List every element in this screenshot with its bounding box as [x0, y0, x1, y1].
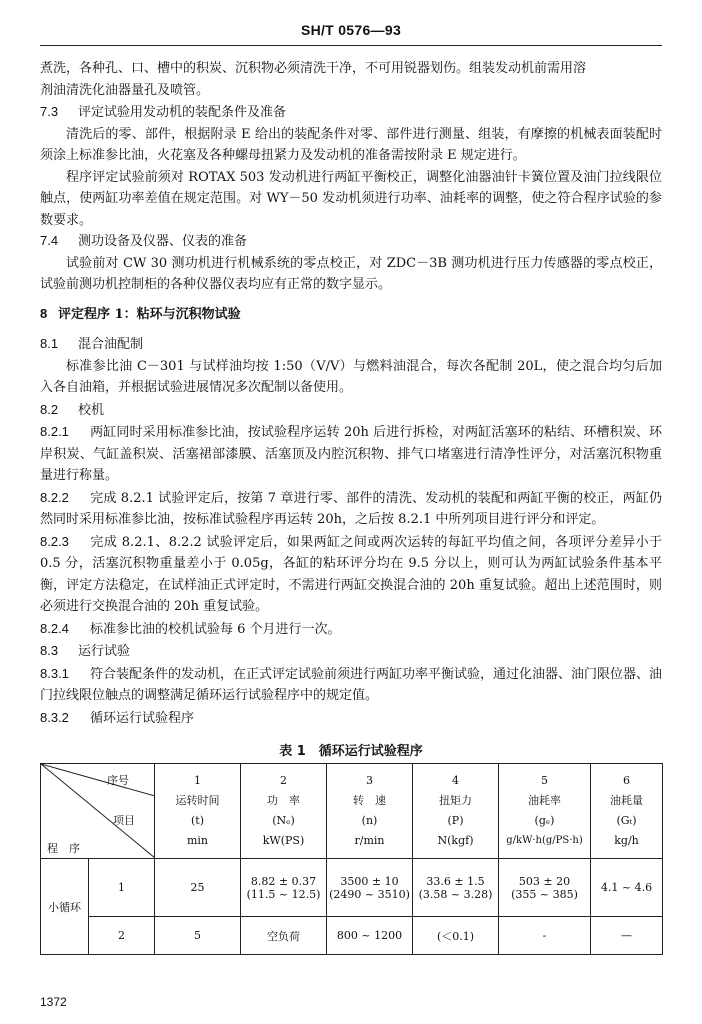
torque-value: 33.6 ± 1.5	[426, 874, 485, 888]
column-unit: r/min	[354, 834, 385, 847]
section-heading	[40, 399, 662, 422]
paragraph: 试验前对 CW 30 测功机进行机械系统的零点校正，对 ZDC－3B 测功机进行压力传感器的零点校正，试验前测功机控制柜的各种仪器仪表均应有正常的数字显示。	[40, 255, 662, 292]
clause-number: 8.2.4	[40, 620, 69, 636]
chapter-number: 8	[40, 306, 48, 321]
section-heading	[40, 230, 662, 253]
paragraph: 程序评定试验前须对 ROTAX 503 发动机进行两缸平衡校正，调整化油器油针卡簧位置及油门拉线限位触点，使两缸功率差值在规定范围。对 WY－50 发动机须进行功率、油耗率的调整，使之符合程序试验的参数要求。	[40, 169, 662, 228]
column-symbol: (gₑ)	[534, 814, 555, 827]
column-symbol: (Nₑ)	[272, 814, 295, 827]
column-name: 油耗量	[610, 794, 643, 807]
clause-number: 8.2.2	[40, 489, 69, 505]
column-header-fuel-rate	[499, 764, 591, 859]
corner-seq-label: 序号	[107, 774, 129, 787]
column-name: 油耗率	[528, 794, 561, 807]
torque-cell: (＜0.1)	[413, 917, 499, 955]
cycle-program-table	[40, 763, 663, 955]
paragraph: 清洗后的零、部件，根据附录 E 给出的装配条件对零、部件进行测量、组装，有摩擦的机械表面装配时须涂上标准参比油，火花塞及各种螺母扭紧力及发动机的准备需按附录 E 规定进行。	[40, 126, 662, 163]
section-title: 混合油配制	[78, 337, 144, 352]
section-number: 8.3	[40, 643, 59, 658]
clause-number: 8.3.2	[40, 709, 69, 725]
page-number: 1372	[40, 995, 67, 1009]
power-cell: 空负荷	[241, 917, 327, 955]
table-row	[41, 917, 663, 955]
column-number: 5	[541, 774, 548, 787]
clause-8-2-3	[40, 531, 662, 618]
column-header-power	[241, 764, 327, 859]
fuel-rate-cell	[499, 859, 591, 917]
power-range: (11.5 ~ 12.5)	[246, 887, 321, 901]
speed-range: (2490 ~ 3510)	[329, 887, 410, 901]
corner-program-label: 程 序	[47, 842, 80, 855]
section-heading	[40, 101, 662, 124]
column-name: 扭矩力	[439, 794, 472, 807]
section-heading	[40, 640, 662, 663]
speed-cell: 800 ~ 1200	[327, 917, 413, 955]
clause-text: 完成 8.2.1 试验评定后，按第 7 章进行零、部件的清洗、发动机的装配和两缸平衡的校正，两缸仍然同时采用标准参比油，按标准试验程序再运转 20h，之后按 8.2.1 中所列项目进行评分和评定。	[40, 490, 662, 527]
column-name: 转 速	[353, 794, 386, 807]
chapter-heading	[40, 303, 662, 326]
torque-range: (3.58 ~ 3.28)	[418, 887, 493, 901]
fuel-rate-range: (355 ~ 385)	[511, 887, 578, 901]
clause-8-3-1	[40, 663, 662, 707]
column-unit: g/kW·h(g/PS·h)	[506, 835, 583, 846]
column-header-time	[155, 764, 241, 859]
clause-text: 完成 8.2.1、8.2.2 试验评定后，如果两缸之间或两次运转的每缸平均值之间，各项评分差异小于 0.5 分，活塞沉积物重量差小于 0.05g，各缸的粘环评分均在 9.5 分以上，则可认为两缸试验条件基本平衡，评定方法稳定，在试样油正式评定时，不需进行两缸交换混合油的 20h 重复试验。超出上述范围时，则必须进行交换混合油的 20h 重复试验。	[40, 534, 662, 614]
header-rule	[40, 45, 662, 46]
section-title: 评定试验用发动机的装配条件及准备	[78, 105, 287, 120]
column-name: 运转时间	[175, 794, 220, 807]
clause-text: 两缸同时采用标准参比油，按试验程序运转 20h 后进行拆检，对两缸活塞环的粘结、环槽积炭、环岸积炭、气缸盖积炭、活塞裙部漆膜、活塞顶及内腔沉积物、排气口堵塞进行清净性评分，对活塞沉积物重量进行称量。	[40, 425, 662, 483]
table-row	[41, 859, 663, 917]
clause-text: 符合装配条件的发动机，在正式评定试验前须进行两缸功率平衡试验，通过化油器、油门限位器、油门拉线限位触点的调整满足循环运行试验程序中的规定值。	[40, 666, 663, 703]
chapter-title: 评定程序 1：粘环与沉积物试验	[58, 307, 241, 322]
table-title: 表 1 循环运行试验程序	[279, 744, 423, 759]
clause-8-2-1	[40, 421, 662, 487]
section-number: 7.4	[40, 233, 59, 248]
column-unit: kW(PS)	[262, 834, 305, 847]
section-number: 8.2	[40, 401, 59, 417]
section-number: 8.1	[40, 336, 59, 351]
fuel-consumption-cell: —	[591, 917, 663, 955]
clause-8-2-2	[40, 487, 662, 531]
continuation-line-2: 剂油清洗化油器量孔及喷管。	[40, 82, 210, 98]
column-header-torque	[413, 764, 499, 859]
time-cell: 5	[155, 917, 241, 955]
continuation-line-1: 煮洗，各种孔、口、槽中的积炭、沉积物必须清洗干净，不可用锐器划伤。组装发动机前需用溶	[40, 61, 587, 76]
clause-text: 标准参比油的校机试验每 6 个月进行一次。	[90, 621, 341, 637]
column-unit: min	[186, 834, 209, 847]
column-number: 1	[194, 774, 201, 787]
column-symbol: (t)	[190, 814, 204, 827]
step-cell: 2	[89, 917, 155, 955]
column-unit: kg/h	[614, 834, 639, 847]
column-number: 4	[452, 774, 459, 787]
column-number: 2	[280, 774, 287, 787]
clause-text: 循环运行试验程序	[90, 710, 195, 726]
paragraph: 标准参比油 C－301 与试样油均按 1:50（V/V）与燃料油混合，每次各配制 20L，使之混合均匀后加入各自油箱，并根据试验进展情况多次配制以备使用。	[40, 358, 662, 395]
column-header-fuel-consumption	[591, 764, 663, 859]
speed-value: 3500 ± 10	[340, 874, 399, 888]
fuel-consumption-cell: 4.1 ~ 4.6	[591, 859, 663, 917]
clause-number: 8.2.3	[40, 533, 69, 549]
section-7-3	[40, 101, 662, 231]
clause-number: 8.3.1	[40, 665, 69, 681]
section-title: 测功设备及仪器、仪表的准备	[78, 234, 248, 249]
column-number: 6	[623, 774, 630, 787]
table-header-row	[41, 764, 663, 859]
section-7-4	[40, 230, 662, 296]
clause-8-2-4	[40, 618, 662, 641]
section-number: 7.3	[40, 104, 59, 119]
continuation-paragraph	[40, 58, 662, 101]
column-unit: N(kgf)	[437, 834, 474, 847]
column-header-speed	[327, 764, 413, 859]
section-heading	[40, 333, 662, 356]
group-label-cell: 小循环	[41, 859, 89, 955]
column-symbol: (P)	[447, 814, 464, 827]
section-title: 运行试验	[78, 644, 131, 659]
clause-number: 8.2.1	[40, 424, 69, 439]
speed-cell	[327, 859, 413, 917]
column-name: 功 率	[267, 794, 300, 807]
time-cell: 25	[155, 859, 241, 917]
fuel-rate-value: 503 ± 20	[518, 874, 571, 888]
standard-code-header: SH/T 0576—93	[300, 22, 402, 38]
section-8-1	[40, 333, 662, 729]
section-8	[40, 303, 662, 326]
power-value: 8.82 ± 0.37	[250, 874, 317, 888]
corner-cell	[41, 764, 155, 859]
fuel-rate-cell: -	[499, 917, 591, 955]
torque-cell	[413, 859, 499, 917]
column-number: 3	[366, 774, 373, 787]
column-symbol: (n)	[361, 814, 378, 827]
step-cell: 1	[89, 859, 155, 917]
corner-item-label: 项目	[113, 814, 135, 827]
section-title: 校机	[78, 402, 105, 418]
column-symbol: (Gₜ)	[616, 814, 637, 827]
clause-8-3-2	[40, 707, 662, 730]
power-cell	[241, 859, 327, 917]
